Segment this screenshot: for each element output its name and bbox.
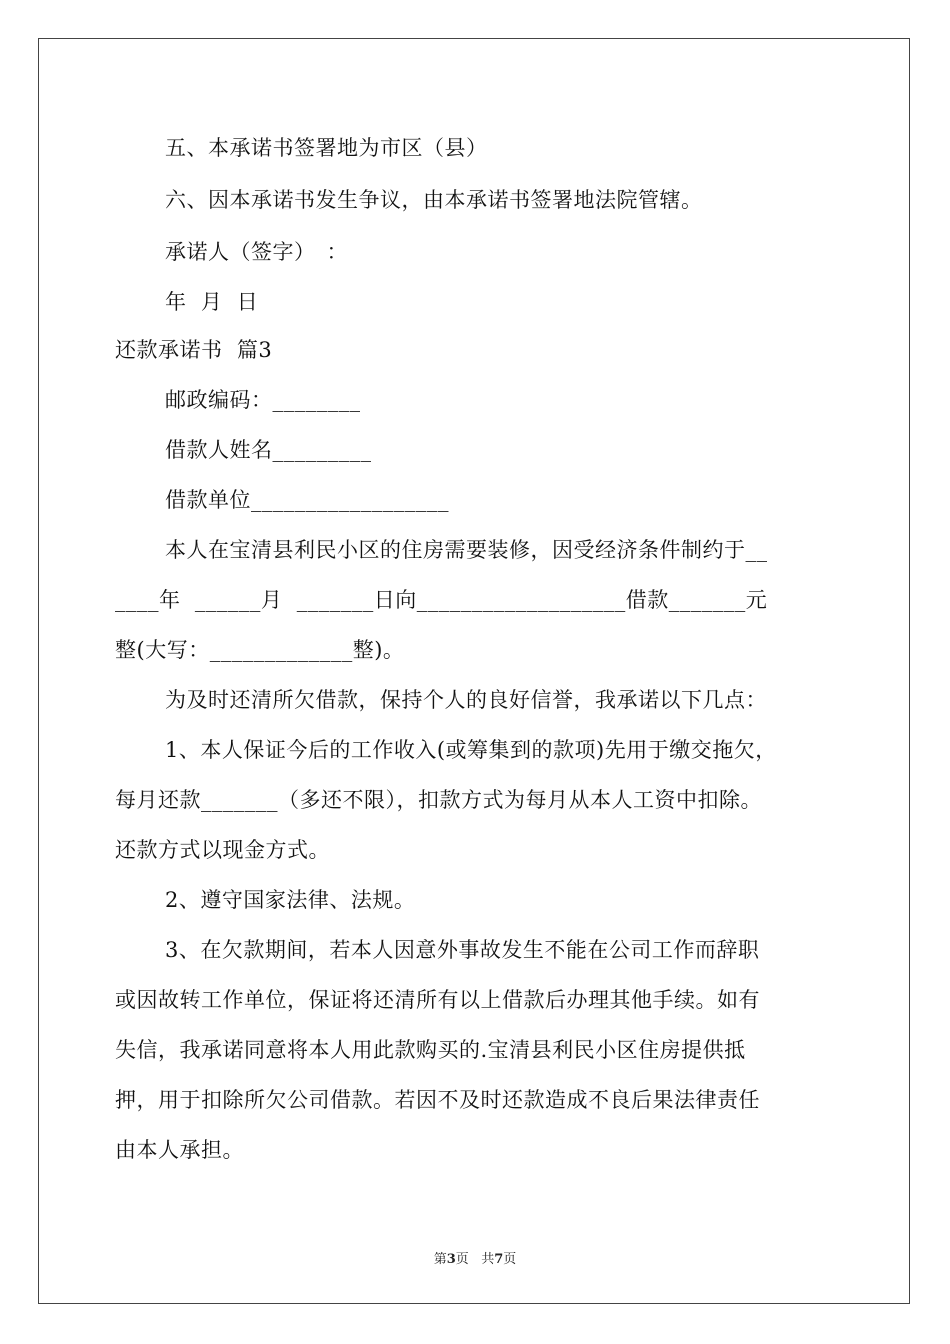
text-line: 六、因本承诺书发生争议，由本承诺书签署地法院管辖。 bbox=[165, 188, 703, 212]
text-line: 由本人承担。 bbox=[115, 1138, 244, 1162]
total-prefix: 共 bbox=[481, 1252, 495, 1267]
page-number: 3 bbox=[446, 1252, 456, 1267]
text-line: 或因故转工作单位，保证将还清所有以上借款后办理其他手续。如有 bbox=[115, 988, 760, 1012]
page-footer bbox=[0, 1248, 950, 1267]
page-prefix: 第 bbox=[433, 1252, 447, 1267]
text-line: 为及时还清所欠借款，保持个人的良好信誉，我承诺以下几点： bbox=[165, 688, 767, 712]
page-border bbox=[38, 38, 910, 1304]
text-line: 借款人姓名_________ bbox=[165, 438, 372, 462]
text-line: 邮政编码：________ bbox=[165, 388, 361, 412]
text-line: ____年 ______月 _______日向___________________借款_______元 bbox=[115, 588, 768, 612]
text-line: 每月还款_______（多还不限），扣款方式为每月从本人工资中扣除。 bbox=[115, 788, 762, 812]
text-line: 失信，我承诺同意将本人用此款购买的.宝清县利民小区住房提供抵 bbox=[115, 1038, 746, 1062]
text-line: 2、遵守国家法律、法规。 bbox=[165, 888, 416, 912]
text-line: 1、本人保证今后的工作收入(或筹集到的款项)先用于缴交拖欠， bbox=[165, 738, 777, 762]
total-pages: 7 bbox=[494, 1252, 504, 1267]
text-line: 五、本承诺书签署地为市区（县） bbox=[165, 136, 488, 160]
total-suffix: 页 bbox=[503, 1252, 517, 1267]
text-line: 借款单位__________________ bbox=[165, 488, 449, 512]
text-line: 整(大写：_____________整)。 bbox=[115, 638, 405, 662]
section-heading: 还款承诺书 篇3 bbox=[115, 338, 273, 362]
text-line: 还款方式以现金方式。 bbox=[115, 838, 330, 862]
text-line: 3、在欠款期间，若本人因意外事故发生不能在公司工作而辞职 bbox=[165, 938, 760, 962]
text-line: 押，用于扣除所欠公司借款。若因不及时还款造成不良后果法律责任 bbox=[115, 1088, 760, 1112]
text-line: 本人在宝清县利民小区的住房需要装修，因受经济条件制约于__ bbox=[165, 538, 768, 562]
page-suffix: 页 bbox=[455, 1252, 469, 1267]
text-line: 承诺人（签字） ： bbox=[165, 240, 348, 264]
text-line: 年 月 日 bbox=[165, 290, 259, 314]
